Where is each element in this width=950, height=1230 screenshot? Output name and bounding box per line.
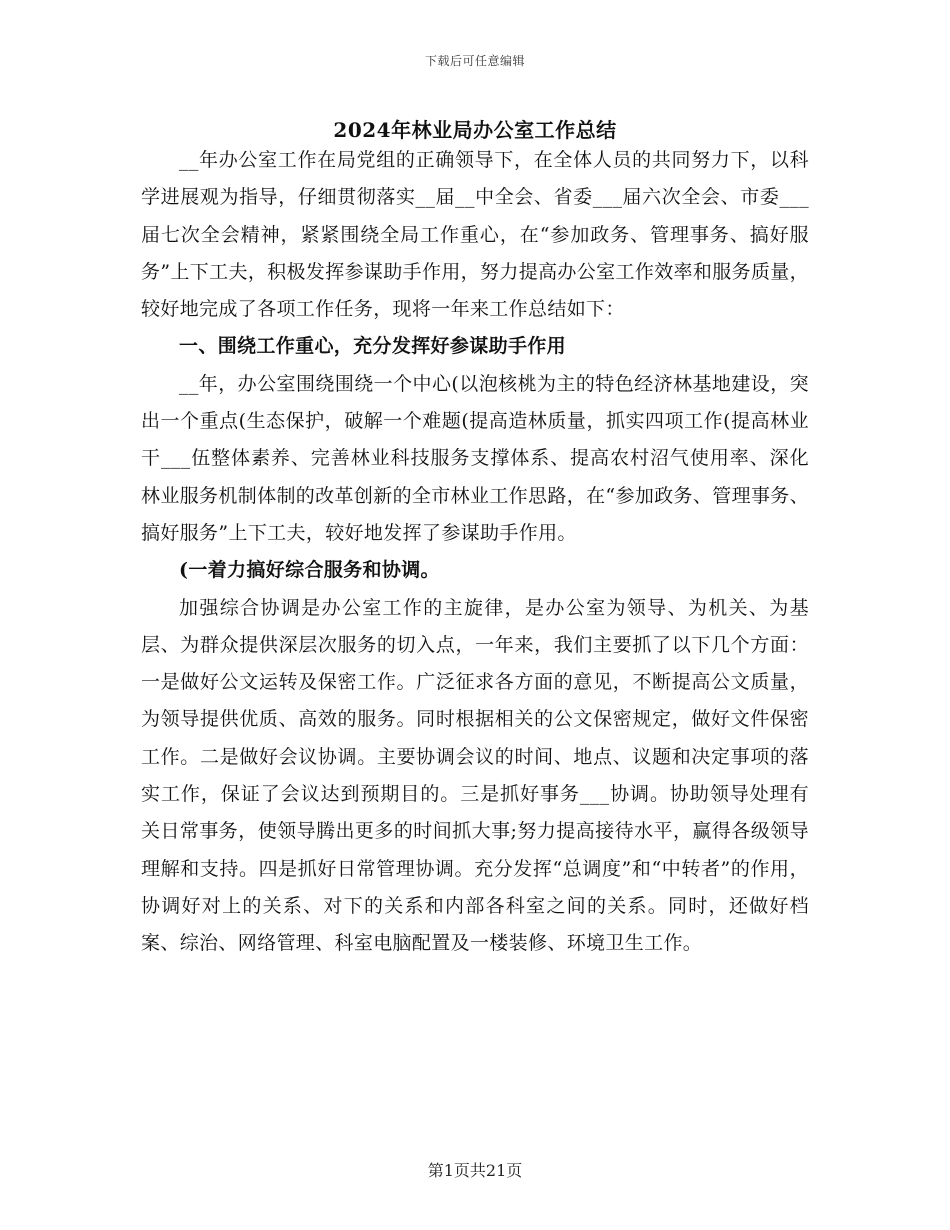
- section-heading-1: 一、围绕工作重心，充分发挥好参谋助手作用: [179, 335, 567, 358]
- document-body: [141, 142, 809, 963]
- subsection-heading-1: (一着力搞好综合服务和协调。: [179, 559, 440, 582]
- page-number: 第1页共21页: [427, 1161, 523, 1180]
- subsection-1-paragraph: 加强综合协调是办公室工作的主旋律，是办公室为领导、为机关、为基层、为群众提供深层次服务的切入点，一年来，我们主要抓了以下几个方面：一是做好公文运转及保密工作。广泛征求各方面的意见，不断提高公文质量，为领导提供优质、高效的服务。同时根据相关的公文保密规定，做好文件保密工作。二是做好会议协调。主要协调会议的时间、地点、议题和决定事项的落实工作，保证了会议达到预期目的。三是抓好事务___协调。协助领导处理有关日常事务，使领导腾出更多的时间抓大事;努力提高接待水平，赢得各级领导理解和支持。四是抓好日常管理协调。充分发挥“总调度”和“中转者”的作用，协调好对上的关系、对下的关系和内部各科室之间的关系。同时，还做好档案、综治、网络管理、科室电脑配置及一楼装修、环境卫生工作。: [141, 596, 809, 955]
- intro-paragraph: __年办公室工作在局党组的正确领导下，在全体人员的共同努力下，以科学进展观为指导，仔细贯彻落实__届__中全会、省委___届六次全会、市委___届七次全会精神，紧紧围绕全局工作重心，在“参加政务、管理事务、搞好服务”上下工夫，积极发挥参谋助手作用，努力提高办公室工作效率和服务质量，较好地完成了各项工作任务，现将一年来工作总结如下：: [141, 149, 809, 321]
- section-1-paragraph: __年，办公室围绕围绕一个中心(以泡核桃为主的特色经济林基地建设，突出一个重点(生态保护，破解一个难题(提高造林质量，抓实四项工作(提高林业干___伍整体素养、完善林业科技服务支撑体系、提高农村沼气使用率、深化林业服务机制体制的改革创新的全市林业工作思路，在“参加政务、管理事务、搞好服务”上下工夫，较好地发挥了参谋助手作用。: [141, 372, 809, 544]
- page-header-note: 下载后可任意编辑: [424, 54, 525, 68]
- document-title: 2024年林业局办公室工作总结: [333, 118, 617, 142]
